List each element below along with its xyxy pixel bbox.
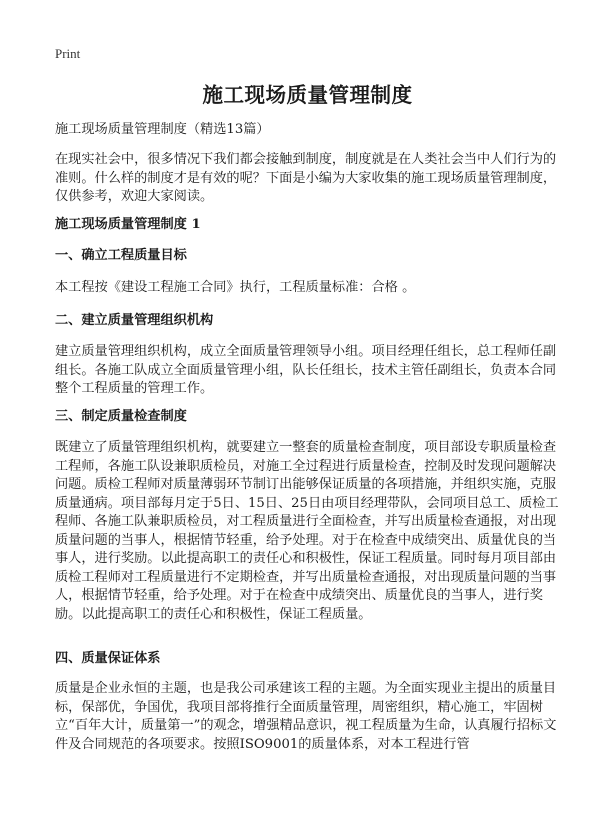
section-heading-3: 三、制定质量检查制度 [55, 409, 187, 424]
document-subtitle: 施工现场质量管理制度（精选13篇） [55, 122, 270, 137]
print-link[interactable]: Print [55, 46, 81, 61]
section-body-2: 建立质量管理组织机构，成立全面质量管理领导小组。项目经理任组长，总工程师任副组长。各施工队成立全面质量管理小组，队长任组长，技术主管任副组长，负责本合同整个工程质量的管理工作。 [55, 344, 557, 396]
section-body-4: 质量是企业永恒的主题，也是我公司承建该工程的主题。为全面实现业主提出的质量目标，保部优，争国优，我项目部将推行全面质量管理，周密组织，精心施工，牢固树立“百年大计，质量第一”的观念，增强精品意识，视工程质量为生命，认真履行招标文件及合同规范的各项要求。按照ISO9001的质量体系，对本工程进行管 [55, 681, 557, 752]
intro-paragraph: 在现实社会中，很多情况下我们都会接触到制度，制度就是在人类社会当中人们行为的准则。什么样的制度才是有效的呢？下面是小编为大家收集的施工现场质量管理制度，仅供参考，欢迎大家阅读。 [55, 152, 557, 204]
section-body-3: 既建立了质量管理组织机构，就要建立一整套的质量检查制度，项目部设专职质量检查工程师，各施工队设兼职质检员，对施工全过程进行质量检查，控制及时发现问题解决问题。质检工程师对质量薄弱环节制订出能够保证质量的各项措施，并组织实施，克服质量通病。项目部每月定于5日、15日、25日由项目经理带队，会同项目总工、质检工程师、各施工队兼职质检员，对工程质量进行全面检查，并写出质量检查通报，对出现质量问题的当事人，根据情节轻重，给予处理。对于在检查中成绩突出、质量优良的当事人，进行奖励。以此提高职工的责任心和积极性，保证工程质量。同时每月项目部由质检工程师对工程质量进行不定期检查，并写出质量检查通报，对出现质量问题的当事人，根据情节轻重，给予处理。对于在检查中成绩突出、质量优良的当事人，进行奖励。以此提高职工的责任心和积极性，保证工程质量。 [55, 440, 559, 622]
section-body-1: 本工程按《建设工程施工合同》执行，工程质量标准：合格 。 [55, 280, 416, 295]
section-heading-2: 二、建立质量管理组织机构 [55, 313, 214, 328]
main-heading: 施工现场质量管理制度 1 [55, 217, 201, 232]
page-title: 施工现场质量管理制度 [202, 83, 413, 107]
section-heading-1: 一、确立工程质量目标 [55, 248, 187, 263]
section-heading-4: 四、质量保证体系 [55, 651, 161, 666]
